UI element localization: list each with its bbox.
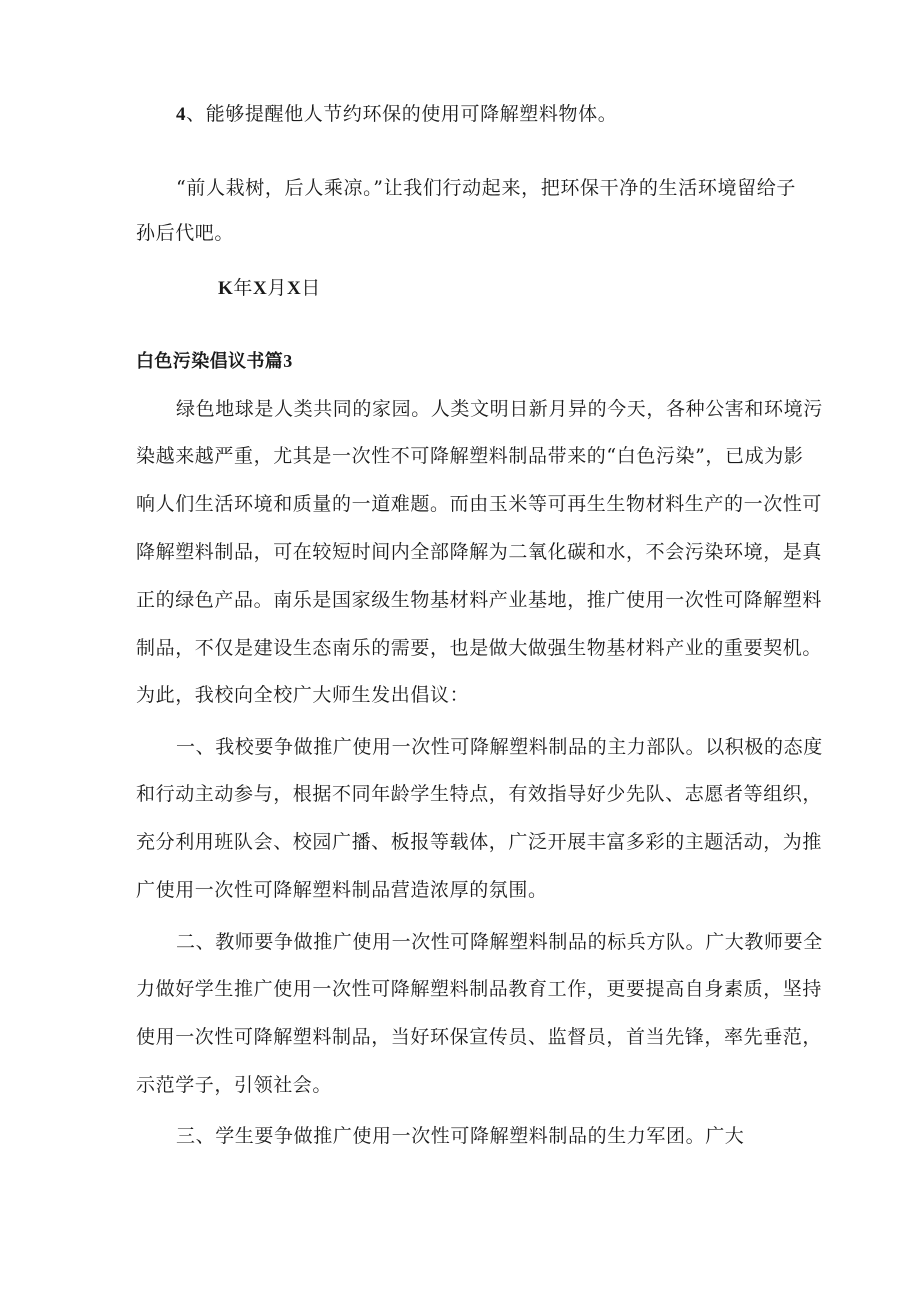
closing-paragraph-line-2: 孙后代吧。	[136, 222, 235, 244]
list-item-number: 4	[176, 104, 187, 125]
point-2-line-1: 二、教师要争做推广使用一次性可降解塑料制品的标兵方队。广大教师要全	[176, 931, 823, 953]
section-heading-number: 3	[283, 351, 293, 371]
intro-paragraph-line-3: 响人们生活环境和质量的一道难题。而由玉米等可再生生物材料生产的一次性可	[136, 493, 823, 515]
point-1-line-4: 广使用一次性可降解塑料制品营造浓厚的氛围。	[136, 879, 548, 901]
section-heading	[136, 345, 796, 378]
date-line	[218, 272, 878, 305]
date-day-mark: X	[286, 278, 302, 299]
closing-paragraph-line-1: “前人栽树，后人乘凉。”让我们行动起来，把环保干净的生活环境留给子	[176, 177, 796, 199]
point-2-line-4: 示范学子，引领社会。	[136, 1074, 333, 1096]
intro-paragraph-line-5: 正的绿色产品。南乐是国家级生物基材料产业基地，推广使用一次性可降解塑料	[136, 589, 823, 611]
date-year-mark: K	[218, 278, 234, 299]
list-item-text: 、能够提醒他人节约环保的使用可降解塑料物体。	[186, 103, 618, 125]
point-3-line-1: 三、学生要争做推广使用一次性可降解塑料制品的生力军团。广大	[176, 1125, 745, 1147]
intro-paragraph-line-6: 制品，不仅是建设生态南乐的需要，也是做大做强生物基材料产业的重要契机。	[136, 637, 823, 659]
section-heading-text: 白色污染倡议书篇	[136, 351, 284, 372]
date-year-char: 年	[233, 277, 253, 299]
point-2-line-3: 使用一次性可降解塑料制品，当好环保宣传员、监督员，首当先锋，率先垂范，	[136, 1026, 823, 1048]
intro-paragraph-line-1: 绿色地球是人类共同的家园。人类文明日新月异的今天，各种公害和环境污	[176, 398, 823, 420]
date-month-char: 月	[267, 277, 287, 299]
point-1-line-2: 和行动主动参与，根据不同年龄学生特点，有效指导好少先队、志愿者等组织，	[136, 783, 823, 805]
point-1-line-1: 一、我校要争做推广使用一次性可降解塑料制品的主力部队。以积极的态度	[176, 736, 823, 758]
intro-paragraph-line-7: 为此，我校向全校广大师生发出倡议：	[136, 684, 470, 706]
intro-paragraph-line-2: 染越来越严重，尤其是一次性不可降解塑料制品带来的“白色污染”，已成为影	[136, 445, 804, 467]
intro-paragraph-line-4: 降解塑料制品，可在较短时间内全部降解为二氧化碳和水，不会污染环境，是真	[136, 541, 823, 563]
date-day-char: 日	[301, 277, 321, 299]
point-2-line-2: 力做好学生推广使用一次性可降解塑料制品教育工作，更要提高自身素质，坚持	[136, 978, 823, 1000]
list-item-4	[176, 98, 836, 131]
date-month-mark: X	[253, 278, 268, 299]
point-1-line-3: 充分利用班队会、校园广播、板报等载体，广泛开展丰富多彩的主题活动，为推	[136, 831, 823, 853]
